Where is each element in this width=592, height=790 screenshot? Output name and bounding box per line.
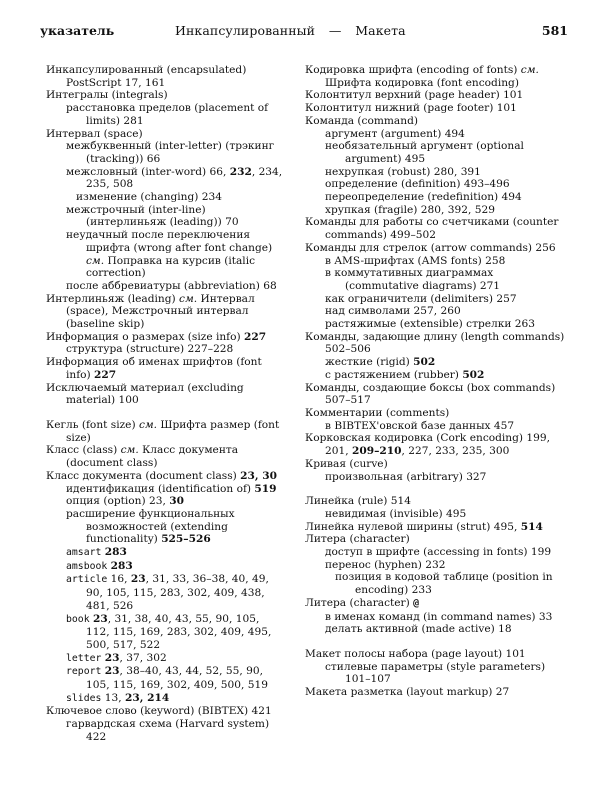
entry-text: доступ в шрифте (accessing in fonts) 199 xyxy=(325,546,552,559)
main-page-ref: 519 xyxy=(254,482,277,495)
main-page-ref: 502 xyxy=(462,368,485,381)
index-column-right xyxy=(305,64,567,699)
entry-pages: , 31, 33, 36–38, 40, 49, 90, 105, 115, 283, 302, 409, 438, 481, 526 xyxy=(86,573,269,612)
index-subentry xyxy=(46,613,286,652)
main-page-ref: 23 xyxy=(104,651,120,664)
entry-text: Класс документа (document class) xyxy=(46,469,241,482)
main-page-ref: 209–210 xyxy=(351,445,402,458)
entry-text: гарвардская схема (Harvard system) 422 xyxy=(66,718,270,743)
entry-text: необязательный аргумент (optional argument) 495 xyxy=(325,140,524,165)
entry-term-mono: slides xyxy=(66,692,102,704)
entry-text: Литера (character) xyxy=(305,596,414,609)
entry-text: над символами 257, 260 xyxy=(325,305,461,318)
entry-text: Информация об именах шрифтов (font info) xyxy=(46,356,262,381)
entry-pages: Шрифта размер (font size) xyxy=(66,418,280,444)
main-page-ref: 23, 214 xyxy=(124,691,170,704)
index-subentry xyxy=(46,204,286,229)
index-entry xyxy=(305,533,567,546)
entry-text: Колонтитул нижний (page footer) 101 xyxy=(305,102,517,115)
entry-text: в именах команд (in command names) 33 xyxy=(325,610,553,623)
index-subentry xyxy=(305,128,567,141)
entry-text: PostScript 17, 161 xyxy=(66,76,166,89)
index-entry xyxy=(305,432,567,457)
index-subentry xyxy=(305,571,567,596)
entry-text: позиция в кодовой таблице (position in encoding) 233 xyxy=(335,571,553,597)
index-subentry xyxy=(46,77,286,90)
see-reference: см. xyxy=(120,444,139,457)
entry-text: неудачный после переключения шрифта (wrong after font change) xyxy=(66,229,273,254)
entry-text: в AMS-шрифтах (AMS fonts) 258 xyxy=(325,254,506,267)
entry-text: Колонтитул верхний (page header) 101 xyxy=(305,89,524,102)
index-entry xyxy=(46,64,286,77)
entry-text: растяжимые (extensible) стрелки 263 xyxy=(325,318,536,331)
entry-text: Кегль (font size) xyxy=(46,418,139,431)
index-entry xyxy=(46,444,286,469)
index-subentry xyxy=(46,166,286,191)
entry-text: аргумент (argument) 494 xyxy=(325,127,465,140)
entry-text: делать активной (made active) 18 xyxy=(325,623,512,636)
index-subentry xyxy=(46,546,286,560)
index-subentry xyxy=(46,343,286,356)
index-subentry xyxy=(305,178,567,191)
entry-text: как ограничители (delimiters) 257 xyxy=(325,292,517,305)
index-subentry xyxy=(305,318,567,331)
entry-text: с растяжением (rubber) xyxy=(325,368,463,381)
entry-term-mono: report xyxy=(66,666,102,678)
index-column-left xyxy=(46,64,286,744)
entry-text: Команды для стрелок (arrow commands) 256 xyxy=(305,241,556,254)
entry-text: в BIBTEX'овской базе данных 457 xyxy=(325,419,515,432)
index-entry xyxy=(46,356,286,381)
index-subentry xyxy=(46,692,286,706)
main-page-ref: 23, 30 xyxy=(240,469,278,482)
entry-text: межсловный (inter-word) 66, xyxy=(66,165,230,178)
entry-text: Корковская кодировка (Cork encoding) 199, 201, xyxy=(305,432,550,458)
index-subentry xyxy=(305,204,567,217)
index-subentry xyxy=(305,471,567,484)
index-subentry xyxy=(46,560,286,574)
entry-text: Кривая (curve) xyxy=(305,457,388,470)
main-page-ref: 283 xyxy=(110,559,133,572)
index-entry xyxy=(46,331,286,344)
index-entry xyxy=(305,64,567,89)
entry-text: опция (option) 23, xyxy=(66,495,170,508)
entry-term-mono: amsart xyxy=(66,547,102,559)
index-subentry xyxy=(305,166,567,179)
index-subentry xyxy=(305,140,567,165)
entry-pages: Поправка на курсив (italic correction) xyxy=(86,254,256,280)
index-subentry xyxy=(305,293,567,306)
index-subentry xyxy=(305,559,567,572)
index-subentry xyxy=(46,191,286,204)
main-page-ref: 227 xyxy=(244,330,267,343)
index-entry xyxy=(305,495,567,508)
index-entry xyxy=(305,686,567,699)
index-entry xyxy=(305,102,567,115)
header-range xyxy=(175,20,406,42)
index-subentry xyxy=(46,140,286,165)
entry-term-mono: article xyxy=(66,574,108,586)
see-reference: см. xyxy=(138,418,158,431)
entry-pages: , 227, 233, 235, 300 xyxy=(401,445,510,458)
index-subentry xyxy=(305,420,567,433)
entry-text: хрупкая (fragile) 280, 392, 529 xyxy=(325,203,495,216)
entry-text: изменение (changing) 234 xyxy=(76,191,222,204)
index-subentry xyxy=(46,652,286,666)
entry-text: стилевые параметры (style parameters) 101–107 xyxy=(325,660,546,686)
main-page-ref: 283 xyxy=(104,546,127,559)
entry-text: структура (structure) 227–228 xyxy=(66,343,234,356)
entry-term-mono: amsbook xyxy=(66,560,108,572)
entry-pages: , 31, 38, 40, 43, 55, 90, 105, 112, 115, 169, 283, 302, 409, 495, 500, 517, 522 xyxy=(86,612,272,651)
index-entry xyxy=(46,419,286,444)
index-subentry xyxy=(46,280,286,293)
main-page-ref: 30 xyxy=(169,495,184,508)
index-letter-gap xyxy=(305,636,567,648)
entry-pages: , 234, 235, 508 xyxy=(86,165,283,191)
entry-pages: Шрифта кодировка (font encoding) xyxy=(325,76,519,89)
main-page-ref: 23 xyxy=(92,612,108,625)
index-entry xyxy=(305,521,567,534)
index-entry xyxy=(305,407,567,420)
index-subentry xyxy=(305,369,567,382)
main-page-ref: 514 xyxy=(520,520,543,533)
index-entry xyxy=(305,382,567,407)
main-page-ref: 525–526 xyxy=(161,533,211,546)
index-entry xyxy=(305,331,567,356)
index-entry xyxy=(305,242,567,255)
entry-text: Кодировка шрифта (encoding of fonts) xyxy=(305,64,521,76)
entry-text: Макета разметка (layout markup) 27 xyxy=(305,686,510,699)
entry-term-mono: letter xyxy=(66,652,102,664)
entry-pages: Интервал (space), Межстрочный интервал (baseline skip) xyxy=(66,292,255,331)
index-subentry xyxy=(305,546,567,559)
index-entry xyxy=(305,597,567,611)
index-entry xyxy=(305,216,567,241)
index-entry xyxy=(46,89,286,102)
entry-text: 13, xyxy=(101,691,125,704)
entry-text: Команда (command) xyxy=(305,114,418,127)
main-page-ref: 232 xyxy=(229,165,252,178)
index-subentry xyxy=(46,229,286,280)
header-range-dash: — xyxy=(328,23,342,38)
entry-text: Инкапсулированный (encapsulated) xyxy=(46,64,247,76)
index-subentry xyxy=(46,102,286,127)
index-subentry xyxy=(305,255,567,268)
entry-text: межбуквенный (inter-letter) (трэкинг (tracking)) 66 xyxy=(66,140,275,165)
index-subentry xyxy=(46,483,286,496)
entry-text: Команды, задающие длину (length commands) 502–506 xyxy=(305,330,565,356)
index-letter-gap xyxy=(305,483,567,495)
index-subentry xyxy=(305,611,567,624)
entry-text: Интерлиньяж (leading) xyxy=(46,292,180,305)
header-section: указатель xyxy=(40,23,115,38)
entry-text: Класс (class) xyxy=(46,444,121,457)
entry-text: Команды для работы со счетчиками (counter commands) 499–502 xyxy=(305,216,559,242)
index-entry xyxy=(305,89,567,102)
entry-pages: , 38–40, 43, 44, 52, 55, 90, 105, 115, 169, 302, 409, 500, 519 xyxy=(86,665,268,692)
entry-text: нехрупкая (robust) 280, 391 xyxy=(325,165,481,178)
entry-text: Интегралы (integrals) xyxy=(46,89,168,102)
entry-text: межстрочный (inter-line) (интерлиньяж (leading)) 70 xyxy=(66,203,239,229)
index-subentry xyxy=(46,573,286,612)
entry-text: Ключевое слово (keyword) (BIBTEX) 421 xyxy=(46,705,272,718)
index-letter-gap xyxy=(46,407,286,419)
entry-text: произвольная (arbitrary) 327 xyxy=(325,470,487,483)
header-range-from: Инкапсулированный xyxy=(175,23,316,38)
entry-pages: Класс документа (document class) xyxy=(66,444,239,470)
entry-text: Интервал (space) xyxy=(46,127,143,140)
entry-text: Литера (character) xyxy=(305,533,410,546)
index-entry xyxy=(305,648,567,661)
page-number: 581 xyxy=(541,23,568,38)
entry-text: расстановка пределов (placement of limits) 281 xyxy=(66,102,269,127)
header-range-to: Макета xyxy=(355,23,406,38)
entry-text: Исключаемый материал (excluding material) 100 xyxy=(46,381,244,407)
entry-text: невидимая (invisible) 495 xyxy=(325,507,467,520)
index-subentry xyxy=(305,267,567,292)
index-entry xyxy=(305,458,567,471)
index-entry xyxy=(46,470,286,483)
entry-text: определение (definition) 493–496 xyxy=(325,178,510,191)
index-entry xyxy=(46,128,286,141)
entry-text: переопределение (redefinition) 494 xyxy=(325,191,522,204)
index-entry xyxy=(46,705,286,718)
running-header xyxy=(40,20,568,42)
entry-text: Линейка (rule) 514 xyxy=(305,495,411,508)
entry-pages: , 37, 302 xyxy=(119,651,167,664)
entry-text: Макет полосы набора (page layout) 101 xyxy=(305,647,526,660)
entry-text: Команды, создающие боксы (box commands) 507–517 xyxy=(305,381,556,407)
main-page-ref: 23 xyxy=(104,665,120,678)
entry-text: жесткие (rigid) xyxy=(325,356,414,369)
main-page-ref: 23 xyxy=(130,573,146,586)
entry-text: перенос (hyphen) 232 xyxy=(325,558,446,571)
see-reference: см. xyxy=(520,64,539,76)
entry-text: 16, xyxy=(107,573,131,586)
index-subentry xyxy=(305,661,567,686)
entry-text: Линейка нулевой ширины (strut) 495, xyxy=(305,520,521,533)
index-subentry xyxy=(305,305,567,318)
index-subentry xyxy=(46,508,286,546)
entry-term-mono: book xyxy=(66,613,90,625)
entry-text: Комментарии (comments) xyxy=(305,406,450,419)
see-reference: см. xyxy=(179,292,198,305)
index-entry xyxy=(46,382,286,407)
entry-text: Информация о размерах (size info) xyxy=(46,330,244,343)
entry-text: в коммутативных диаграммах (commutative diagrams) 271 xyxy=(325,267,501,292)
entry-text: расширение функциональных возможностей (extending functionality) xyxy=(66,507,235,546)
index-entry xyxy=(305,115,567,128)
entry-text: идентификация (identification of) xyxy=(66,482,255,495)
index-subentry xyxy=(46,718,286,743)
index-subentry xyxy=(305,623,567,636)
main-page-ref: 502 xyxy=(413,356,436,369)
entry-text: после аббревиатуры (abbreviation) 68 xyxy=(66,279,277,292)
index-entry xyxy=(46,293,286,331)
index-subentry xyxy=(305,508,567,521)
see-reference: см. xyxy=(86,254,105,267)
index-subentry xyxy=(305,356,567,369)
entry-symbol: @ xyxy=(413,597,420,609)
index-subentry xyxy=(305,191,567,204)
index-subentry xyxy=(46,665,286,691)
index-subentry xyxy=(46,495,286,508)
main-page-ref: 227 xyxy=(94,368,117,381)
